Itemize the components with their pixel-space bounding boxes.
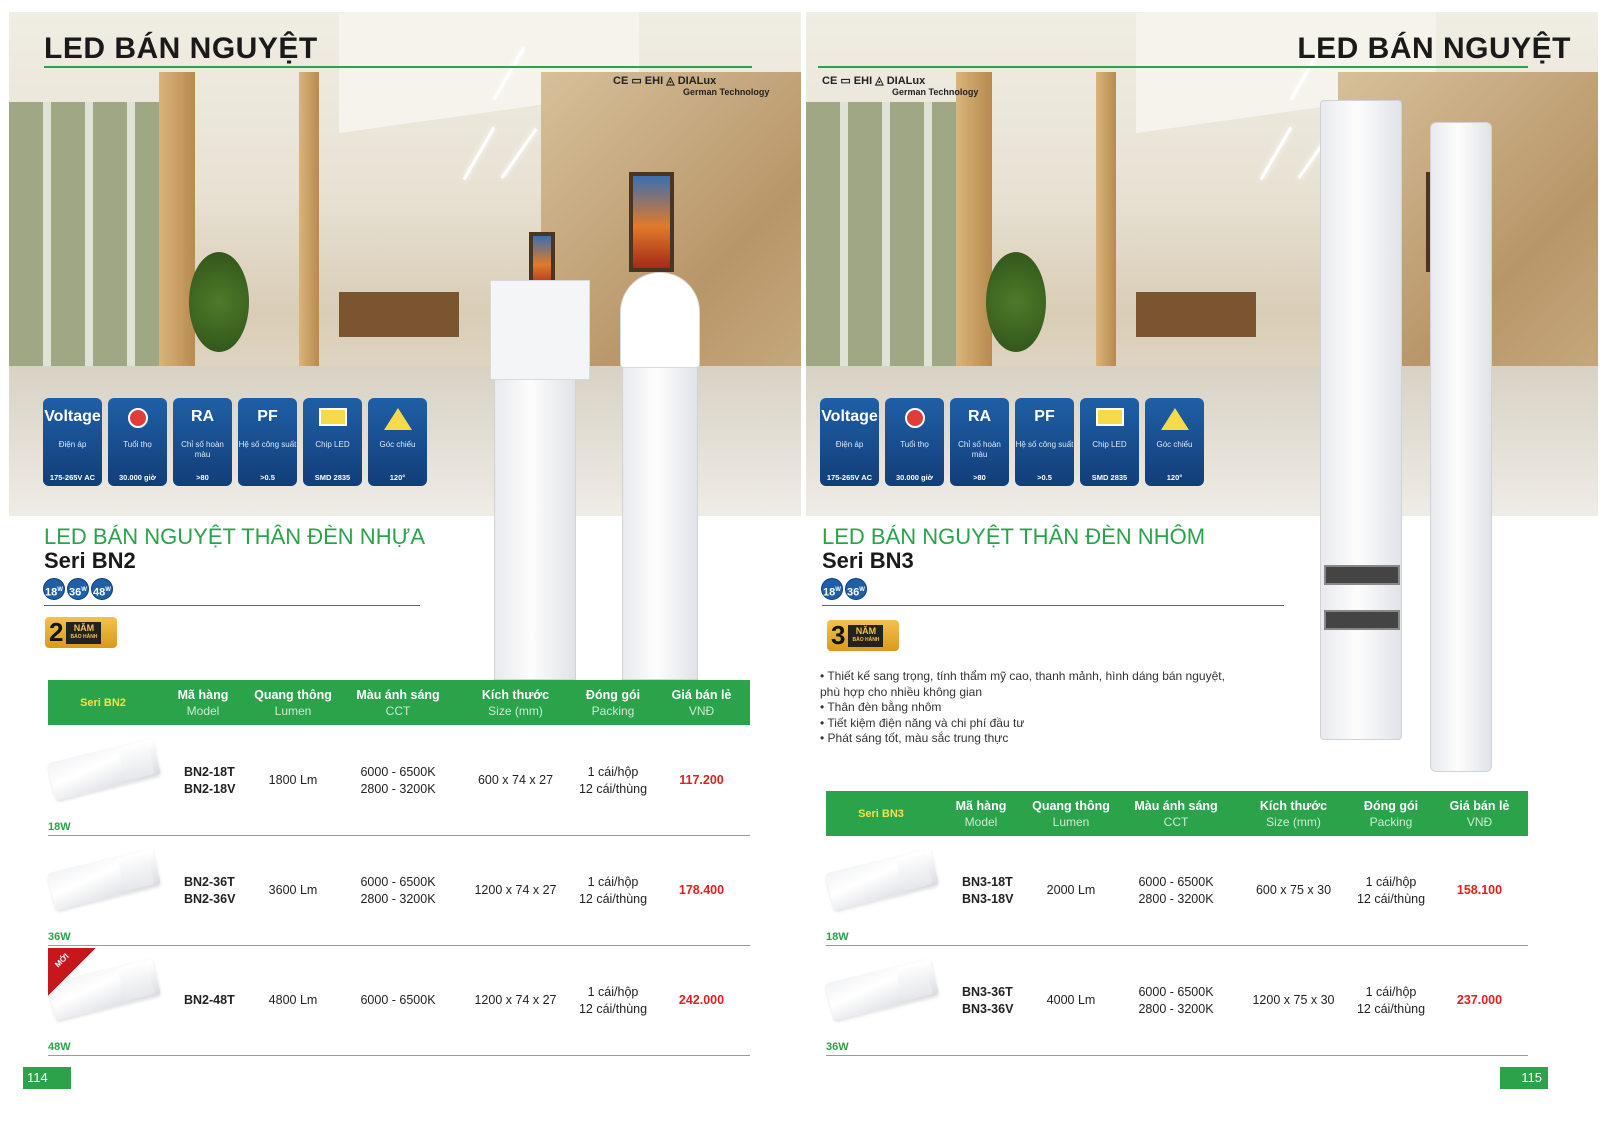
section-title: LED BÁN NGUYỆT THÂN ĐÈN NHÔM <box>822 524 1206 549</box>
wattage-badge: $48^W$ <box>91 578 113 600</box>
ra-icon: RA <box>967 408 992 425</box>
section-divider <box>822 605 1284 606</box>
bullet-item: • Thiết kế sang trọng, tính thẩm mỹ cao, thanh mảnh, hình dáng bán nguyệt, <box>820 669 1225 683</box>
cell-cct: 6000 - 6500K 2800 - 3200K <box>1138 874 1214 906</box>
cell-size: 600 x 74 x 27 <box>477 773 554 787</box>
title-divider <box>818 66 1528 68</box>
wattage-badge: $36^W$ <box>845 578 867 600</box>
feature-label: Hệ số công suất <box>1015 440 1074 449</box>
cell-lumen: 3600 Lm <box>268 883 318 897</box>
cell-lumen: 1800 Lm <box>268 773 318 787</box>
cert-marks: CE ▭ EHI ◬ DIALux <box>822 75 926 87</box>
feature-value: SMD 2835 <box>1091 473 1128 482</box>
cell-packing: 1 cái/hộp 12 cái/thùng <box>578 874 648 906</box>
table-row <box>48 726 750 836</box>
feature-beam <box>368 398 427 486</box>
feature-label: Chỉ số hoàn màu <box>181 440 224 459</box>
feature-label: Hệ số công suất <box>238 440 297 449</box>
section-divider <box>44 605 420 606</box>
product-driver-box <box>490 280 590 380</box>
feature-ra <box>173 398 232 486</box>
th-lumen: Quang thông Lumen <box>1032 798 1110 829</box>
product-thumbnail <box>48 726 178 835</box>
cell-price: 237.000 <box>1456 993 1503 1007</box>
th-cct: Màu ánh sáng CCT <box>356 687 440 718</box>
cell-packing: 1 cái/hộp 12 cái/thùng <box>578 764 648 796</box>
cell-model: BN2-18T BN2-18V <box>184 764 236 796</box>
product-image-bn3-open <box>1320 100 1402 740</box>
th-packing: Đóng gói Packing <box>585 687 641 718</box>
cell-price: 158.100 <box>1456 883 1503 897</box>
watt-label: 48W <box>48 1041 71 1053</box>
feature-value: >80 <box>973 473 986 482</box>
cert-sub: German Technology <box>892 87 979 97</box>
table-row <box>826 946 1528 1056</box>
cert-sub: German Technology <box>683 87 770 97</box>
feature-lifetime <box>108 398 167 486</box>
feature-value: 30.000 giờ <box>895 473 934 482</box>
cell-model: BN2-36T BN2-36V <box>184 874 236 906</box>
page-number: 115 <box>1500 1067 1548 1089</box>
feature-lifetime <box>885 398 944 486</box>
cell-lumen: 4800 Lm <box>268 993 318 1007</box>
feature-beam <box>1145 398 1204 486</box>
th-packing: Đóng gói Packing <box>1363 798 1419 829</box>
cell-packing: 1 cái/hộp 12 cái/thùng <box>1356 984 1426 1016</box>
beam-angle-icon <box>1161 408 1189 430</box>
table-row <box>48 946 750 1056</box>
feature-label: Chip LED <box>1092 440 1127 449</box>
table-row <box>826 836 1528 946</box>
cell-lumen: 4000 Lm <box>1046 993 1096 1007</box>
cell-price: 242.000 <box>678 993 725 1007</box>
feature-value: 30.000 giờ <box>118 473 157 482</box>
bullet-item: • Thân đèn bằng nhôm <box>820 700 942 714</box>
feature-value: >0.5 <box>260 473 275 482</box>
feature-value: 175-265V AC <box>826 473 873 482</box>
table-header <box>826 791 1528 836</box>
cell-size: 1200 x 74 x 27 <box>474 993 557 1007</box>
warranty-years: 3 <box>831 620 846 650</box>
table-header <box>48 680 750 725</box>
cell-cct: 6000 - 6500K 2800 - 3200K <box>1138 984 1214 1016</box>
feature-value: 120° <box>1166 473 1183 482</box>
th-series: Seri BN3 <box>858 807 904 820</box>
bullet-item: • Tiết kiệm điện năng và chi phí đầu tư <box>820 715 1025 730</box>
feature-icons <box>820 398 1204 486</box>
beam-angle-icon <box>384 408 412 430</box>
th-lumen: Quang thông Lumen <box>254 687 332 718</box>
th-series: Seri BN2 <box>80 696 126 709</box>
bullet-item: phù hợp cho nhiều không gian <box>820 684 982 699</box>
product-thumbnail <box>48 946 178 1055</box>
cell-model: BN2-48T <box>184 993 235 1007</box>
feature-label: Chip LED <box>315 440 350 449</box>
mounting-bracket <box>1324 565 1400 585</box>
feature-label: Chỉ số hoàn màu <box>958 440 1001 459</box>
feature-chip <box>1080 398 1139 486</box>
product-image-bn2-open <box>494 360 576 680</box>
table-row <box>48 836 750 946</box>
cell-lumen: 2000 Lm <box>1046 883 1096 897</box>
bullet-item: • Phát sáng tốt, màu sắc trung thực <box>820 731 1009 745</box>
th-size: Kích thước Size (mm) <box>481 687 550 718</box>
chip-led-icon <box>1096 408 1124 426</box>
series-name: Seri BN3 <box>822 548 914 573</box>
feature-label: Điện áp <box>58 440 87 449</box>
feature-bullets <box>820 669 1290 747</box>
section-title: LED BÁN NGUYỆT THÂN ĐÈN NHỰA <box>44 524 426 549</box>
feature-label: Tuổi thọ <box>123 440 152 449</box>
warranty-text: NĂM BẢO HÀNH <box>848 625 883 647</box>
feature-pf <box>1015 398 1074 486</box>
clock-icon <box>905 408 925 428</box>
cell-size: 1200 x 74 x 27 <box>474 883 557 897</box>
ra-icon: RA <box>190 408 215 425</box>
warranty-badge <box>827 620 899 651</box>
catalog-page-left <box>0 0 801 1142</box>
feature-label: Điện áp <box>835 440 864 449</box>
new-badge: MỚI <box>48 948 96 996</box>
certification-logos <box>822 74 978 97</box>
feature-label: Góc chiếu <box>1156 440 1193 449</box>
product-thumbnail <box>48 836 178 945</box>
page-title: LED BÁN NGUYỆT <box>44 32 318 65</box>
cert-marks: CE ▭ EHI ◬ DIALux <box>613 75 717 87</box>
feature-value: >0.5 <box>1037 473 1052 482</box>
catalog-page-right <box>802 0 1603 1142</box>
feature-label: Tuổi thọ <box>900 440 929 449</box>
feature-voltage <box>43 398 102 486</box>
voltage-icon: Voltage <box>44 408 101 425</box>
cell-packing: 1 cái/hộp 12 cái/thùng <box>578 984 648 1016</box>
th-size: Kích thước Size (mm) <box>1259 798 1328 829</box>
feature-pf <box>238 398 297 486</box>
pf-icon: PF <box>257 408 278 425</box>
title-divider <box>44 66 752 68</box>
cell-model: BN3-36T BN3-36V <box>962 984 1014 1016</box>
th-cct: Màu ánh sáng CCT <box>1134 798 1218 829</box>
pf-icon: PF <box>1034 408 1055 425</box>
product-image-bn3-closed <box>1430 122 1492 772</box>
wattage-badge: $36^W$ <box>67 578 89 600</box>
cell-packing: 1 cái/hộp 12 cái/thùng <box>1356 874 1426 906</box>
watt-label: 18W <box>826 931 849 943</box>
wattage-badge: $18^W$ <box>43 578 65 600</box>
product-thumbnail <box>826 836 956 945</box>
watt-label: 36W <box>48 931 71 943</box>
wattage-badges <box>821 578 867 600</box>
clock-icon <box>128 408 148 428</box>
cell-cct: 6000 - 6500K 2800 - 3200K <box>360 874 436 906</box>
cell-size: 1200 x 75 x 30 <box>1252 993 1335 1007</box>
mounting-bracket <box>1324 610 1400 630</box>
feature-value: SMD 2835 <box>314 473 351 482</box>
th-model: Mã hàng Model <box>177 687 229 718</box>
series-name: Seri BN2 <box>44 548 136 573</box>
voltage-icon: Voltage <box>821 408 878 425</box>
page-number: 114 <box>23 1067 71 1089</box>
chip-led-icon <box>319 408 347 426</box>
cell-price: 178.400 <box>678 883 725 897</box>
th-model: Mã hàng Model <box>955 798 1007 829</box>
th-price: Giá bán lẻ VNĐ <box>671 687 732 718</box>
feature-value: 175-265V AC <box>49 473 96 482</box>
product-end-cap <box>620 272 700 368</box>
warranty-badge <box>45 617 117 648</box>
watt-label: 36W <box>826 1041 849 1053</box>
wattage-badge: $18^W$ <box>821 578 843 600</box>
cell-model: BN3-18T BN3-18V <box>962 874 1014 906</box>
feature-voltage <box>820 398 879 486</box>
watt-label: 18W <box>48 821 71 833</box>
cell-price: 117.200 <box>679 773 724 787</box>
feature-chip <box>303 398 362 486</box>
feature-label: Góc chiếu <box>379 440 416 449</box>
cell-size: 600 x 75 x 30 <box>1255 883 1332 897</box>
th-price: Giá bán lẻ VNĐ <box>1449 798 1510 829</box>
product-thumbnail <box>826 946 956 1055</box>
feature-icons <box>43 398 427 486</box>
certification-logos <box>613 74 769 97</box>
cell-cct: 6000 - 6500K 2800 - 3200K <box>360 764 436 796</box>
feature-ra <box>950 398 1009 486</box>
cell-cct: 6000 - 6500K <box>360 993 436 1007</box>
warranty-text: NĂM BẢO HÀNH <box>66 622 101 644</box>
page-title: LED BÁN NGUYỆT <box>1297 32 1571 65</box>
feature-value: 120° <box>389 473 406 482</box>
wattage-badges <box>43 578 113 600</box>
feature-value: >80 <box>196 473 209 482</box>
warranty-years: 2 <box>49 617 64 647</box>
